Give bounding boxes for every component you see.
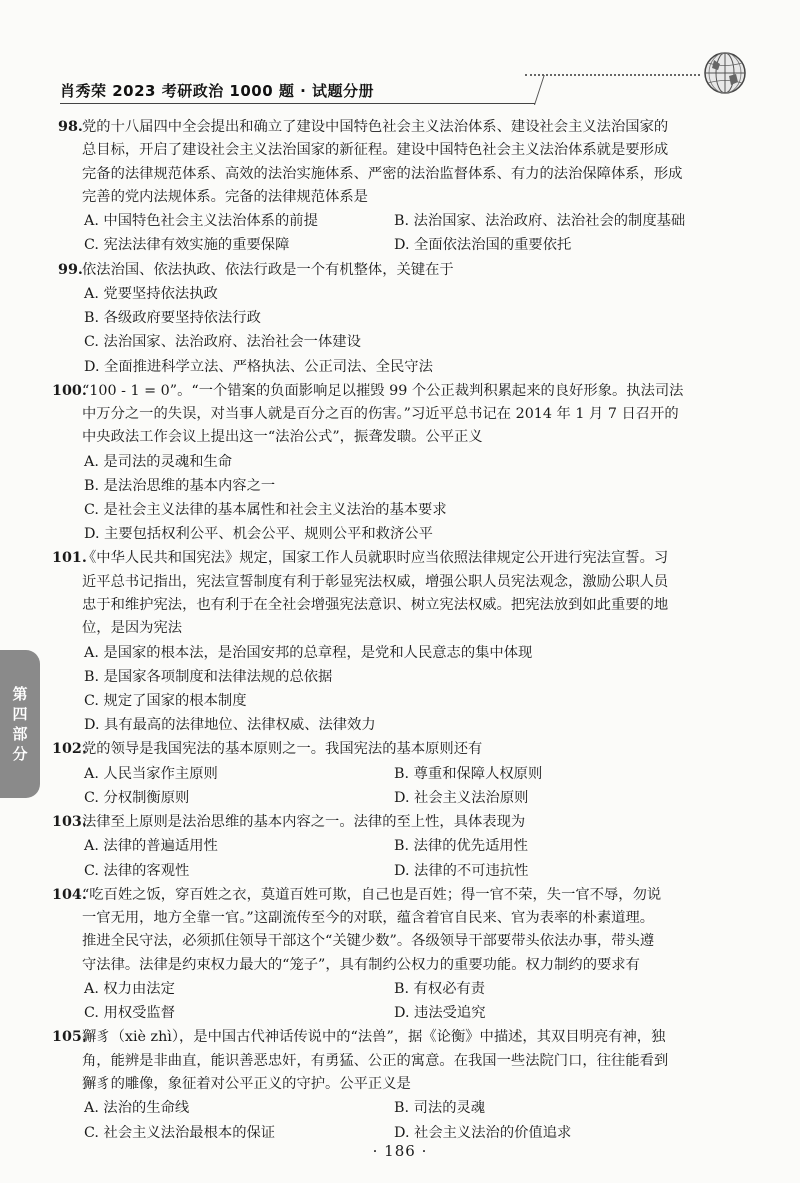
option-b: B. 法治国家、法治政府、法治社会的制度基础 bbox=[394, 213, 686, 230]
question-line: 《中华人民共和国宪法》规定，国家工作人员就职时应当依照法律规定公开进行宪法宣誓。习 bbox=[82, 550, 669, 567]
option-a: A. 法治的生命线 bbox=[84, 1100, 190, 1117]
question-99 bbox=[58, 259, 722, 379]
option-b: B. 是法治思维的基本内容之一 bbox=[84, 477, 276, 494]
question-line: 依法治国、依法执政、依法行政是一个有机整体，关键在于 bbox=[82, 261, 454, 278]
question-number: 102. bbox=[52, 741, 87, 758]
option-c: C. 宪法法律有效实施的重要保障 bbox=[84, 237, 290, 254]
question-line: 中万分之一的失误，对当事人就是百分之百的伤害。”习近平总书记在 2014 年 1 月 7 日召开的 bbox=[82, 406, 679, 422]
option-c: C. 用权受监督 bbox=[84, 1005, 176, 1022]
question-number: 100. bbox=[52, 382, 87, 399]
question-number: 103. bbox=[52, 814, 87, 831]
question-line: 位，是因为宪法 bbox=[82, 620, 183, 637]
side-tab-char: 第 bbox=[12, 685, 28, 703]
question-100 bbox=[52, 380, 722, 547]
question-line: 中央政法工作会议上提出这一“法治公式”，振聋发聩。公平正义 bbox=[82, 429, 483, 446]
book-title: 肖秀荣 2023 考研政治 1000 题 · 试题分册 bbox=[60, 82, 375, 100]
question-number: 99. bbox=[58, 261, 83, 278]
option-b: B. 法律的优先适用性 bbox=[394, 838, 528, 855]
option-a: A. 人民当家作主原则 bbox=[84, 765, 218, 782]
question-101 bbox=[52, 547, 722, 737]
option-c: C. 法治国家、法治政府、法治社会一体建设 bbox=[84, 334, 361, 351]
question-line: 党的十八届四中全会提出和确立了建设中国特色社会主义法治体系、建设社会主义法治国家的 bbox=[82, 119, 669, 135]
question-104 bbox=[52, 884, 722, 1026]
option-a: A. 是国家的根本法，是治国安邦的总章程，是党和人民意志的集中体现 bbox=[84, 644, 533, 661]
option-b: B. 是国家各项制度和法律法规的总依据 bbox=[84, 668, 333, 685]
option-b: B. 各级政府要坚持依法行政 bbox=[84, 310, 261, 327]
question-line: “吃百姓之饭，穿百姓之衣，莫道百姓可欺，自己也是百姓；得一官不荣，失一官不辱，勿说 bbox=[82, 886, 662, 903]
question-line: 完善的党内法规体系。完备的法律规范体系是 bbox=[82, 188, 368, 205]
question-line: 近平总书记指出，宪法宣誓制度有利于彰显宪法权威，增强公职人员宪法观念，激励公职人员 bbox=[82, 573, 669, 590]
option-d: D. 全面推进科学立法、严格执法、公正司法、全民守法 bbox=[84, 358, 433, 375]
option-c: C. 是社会主义法律的基本属性和社会主义法治的基本要求 bbox=[84, 502, 447, 518]
option-a: A. 是司法的灵魂和生命 bbox=[84, 453, 233, 470]
option-c: C. 法律的客观性 bbox=[84, 862, 190, 879]
section-side-tab[interactable] bbox=[0, 650, 40, 798]
question-line: 忠于和维护宪法，也有利于在全社会增强宪法意识、树立宪法权威。把宪法放到如此重要的地 bbox=[82, 597, 669, 613]
question-line: 一官无用，地方全靠一官。”这副流传至今的对联，蕴含着官自民来、官为表率的朴素道理。 bbox=[82, 910, 655, 927]
question-line: 完备的法律规范体系、高效的法治实施体系、严密的法治监督体系、有力的法治保障体系，形成 bbox=[82, 165, 683, 182]
question-line: 獬豸的雕像，象征着对公平正义的守护。公平正义是 bbox=[82, 1076, 411, 1092]
question-line: 獬豸（xiè zhì），是中国古代神话传说中的“法兽”，据《论衡》中描述，其双目明亮有神，独 bbox=[82, 1029, 666, 1046]
side-tab-char: 分 bbox=[12, 745, 28, 763]
option-c: C. 社会主义法治最根本的保证 bbox=[84, 1124, 276, 1141]
option-d: D. 社会主义法治的价值追求 bbox=[394, 1124, 572, 1141]
question-number: 105. bbox=[52, 1029, 87, 1046]
option-a: A. 党要坚持依法执政 bbox=[84, 285, 218, 302]
question-number: 104. bbox=[52, 886, 87, 903]
option-c: C. 分权制衡原则 bbox=[84, 789, 190, 806]
header-rule bbox=[60, 103, 535, 104]
option-d: D. 法律的不可违抗性 bbox=[394, 862, 529, 879]
question-105 bbox=[52, 1026, 722, 1144]
option-d: D. 主要包括权利公平、机会公平、规则公平和救济公平 bbox=[84, 526, 433, 543]
question-line: 守法律。法律是约束权力最大的“笼子”，具有制约公权力的重要功能。权力制约的要求有 bbox=[82, 956, 640, 973]
option-d: D. 具有最高的法律地位、法律权威、法律效力 bbox=[84, 717, 376, 734]
question-list bbox=[52, 116, 722, 1146]
question-98 bbox=[58, 116, 722, 258]
question-line: 法律至上原则是法治思维的基本内容之一。法律的至上性，具体表现为 bbox=[82, 814, 526, 831]
option-d: D. 社会主义法治原则 bbox=[394, 789, 529, 806]
question-103 bbox=[52, 811, 722, 883]
option-b: B. 司法的灵魂 bbox=[394, 1100, 486, 1117]
option-d: D. 违法受追究 bbox=[394, 1005, 486, 1022]
option-d: D. 全面依法治国的重要依托 bbox=[394, 237, 572, 254]
question-line: 角，能辨是非曲直，能识善恶忠奸，有勇猛、公正的寓意。在我国一些法院门口，往往能看到 bbox=[82, 1052, 669, 1069]
header-dotted-rule bbox=[525, 74, 700, 76]
header-slant-rule bbox=[534, 75, 545, 105]
option-a: A. 法律的普遍适用性 bbox=[84, 838, 218, 855]
option-b: B. 有权必有责 bbox=[394, 981, 486, 997]
option-b: B. 尊重和保障人权原则 bbox=[394, 765, 543, 782]
question-102 bbox=[52, 738, 722, 810]
question-number: 101. bbox=[52, 550, 87, 567]
page-number: · 186 · bbox=[372, 1142, 428, 1160]
question-line: 总目标，开启了建设社会主义法治国家的新征程。建设中国特色社会主义法治体系就是要形成 bbox=[82, 142, 669, 159]
question-number: 98. bbox=[58, 119, 83, 135]
globe-icon bbox=[702, 50, 748, 96]
question-line: 推进全民守法，必须抓住领导干部这个“关键少数”。各级领导干部要带头依法办事，带头遵 bbox=[82, 933, 655, 950]
question-line: “100 - 1 = 0”。“一个错案的负面影响足以摧毁 99 个公正裁判积累起来的良好形象。执法司法 bbox=[82, 382, 684, 399]
page-header bbox=[60, 70, 700, 110]
side-tab-char: 四 bbox=[12, 705, 28, 723]
side-tab-char: 部 bbox=[12, 725, 28, 743]
option-c: C. 规定了国家的根本制度 bbox=[84, 693, 247, 709]
option-a: A. 中国特色社会主义法治体系的前提 bbox=[84, 213, 318, 230]
question-line: 党的领导是我国宪法的基本原则之一。我国宪法的基本原则还有 bbox=[82, 741, 483, 758]
option-a: A. 权力由法定 bbox=[84, 981, 175, 997]
